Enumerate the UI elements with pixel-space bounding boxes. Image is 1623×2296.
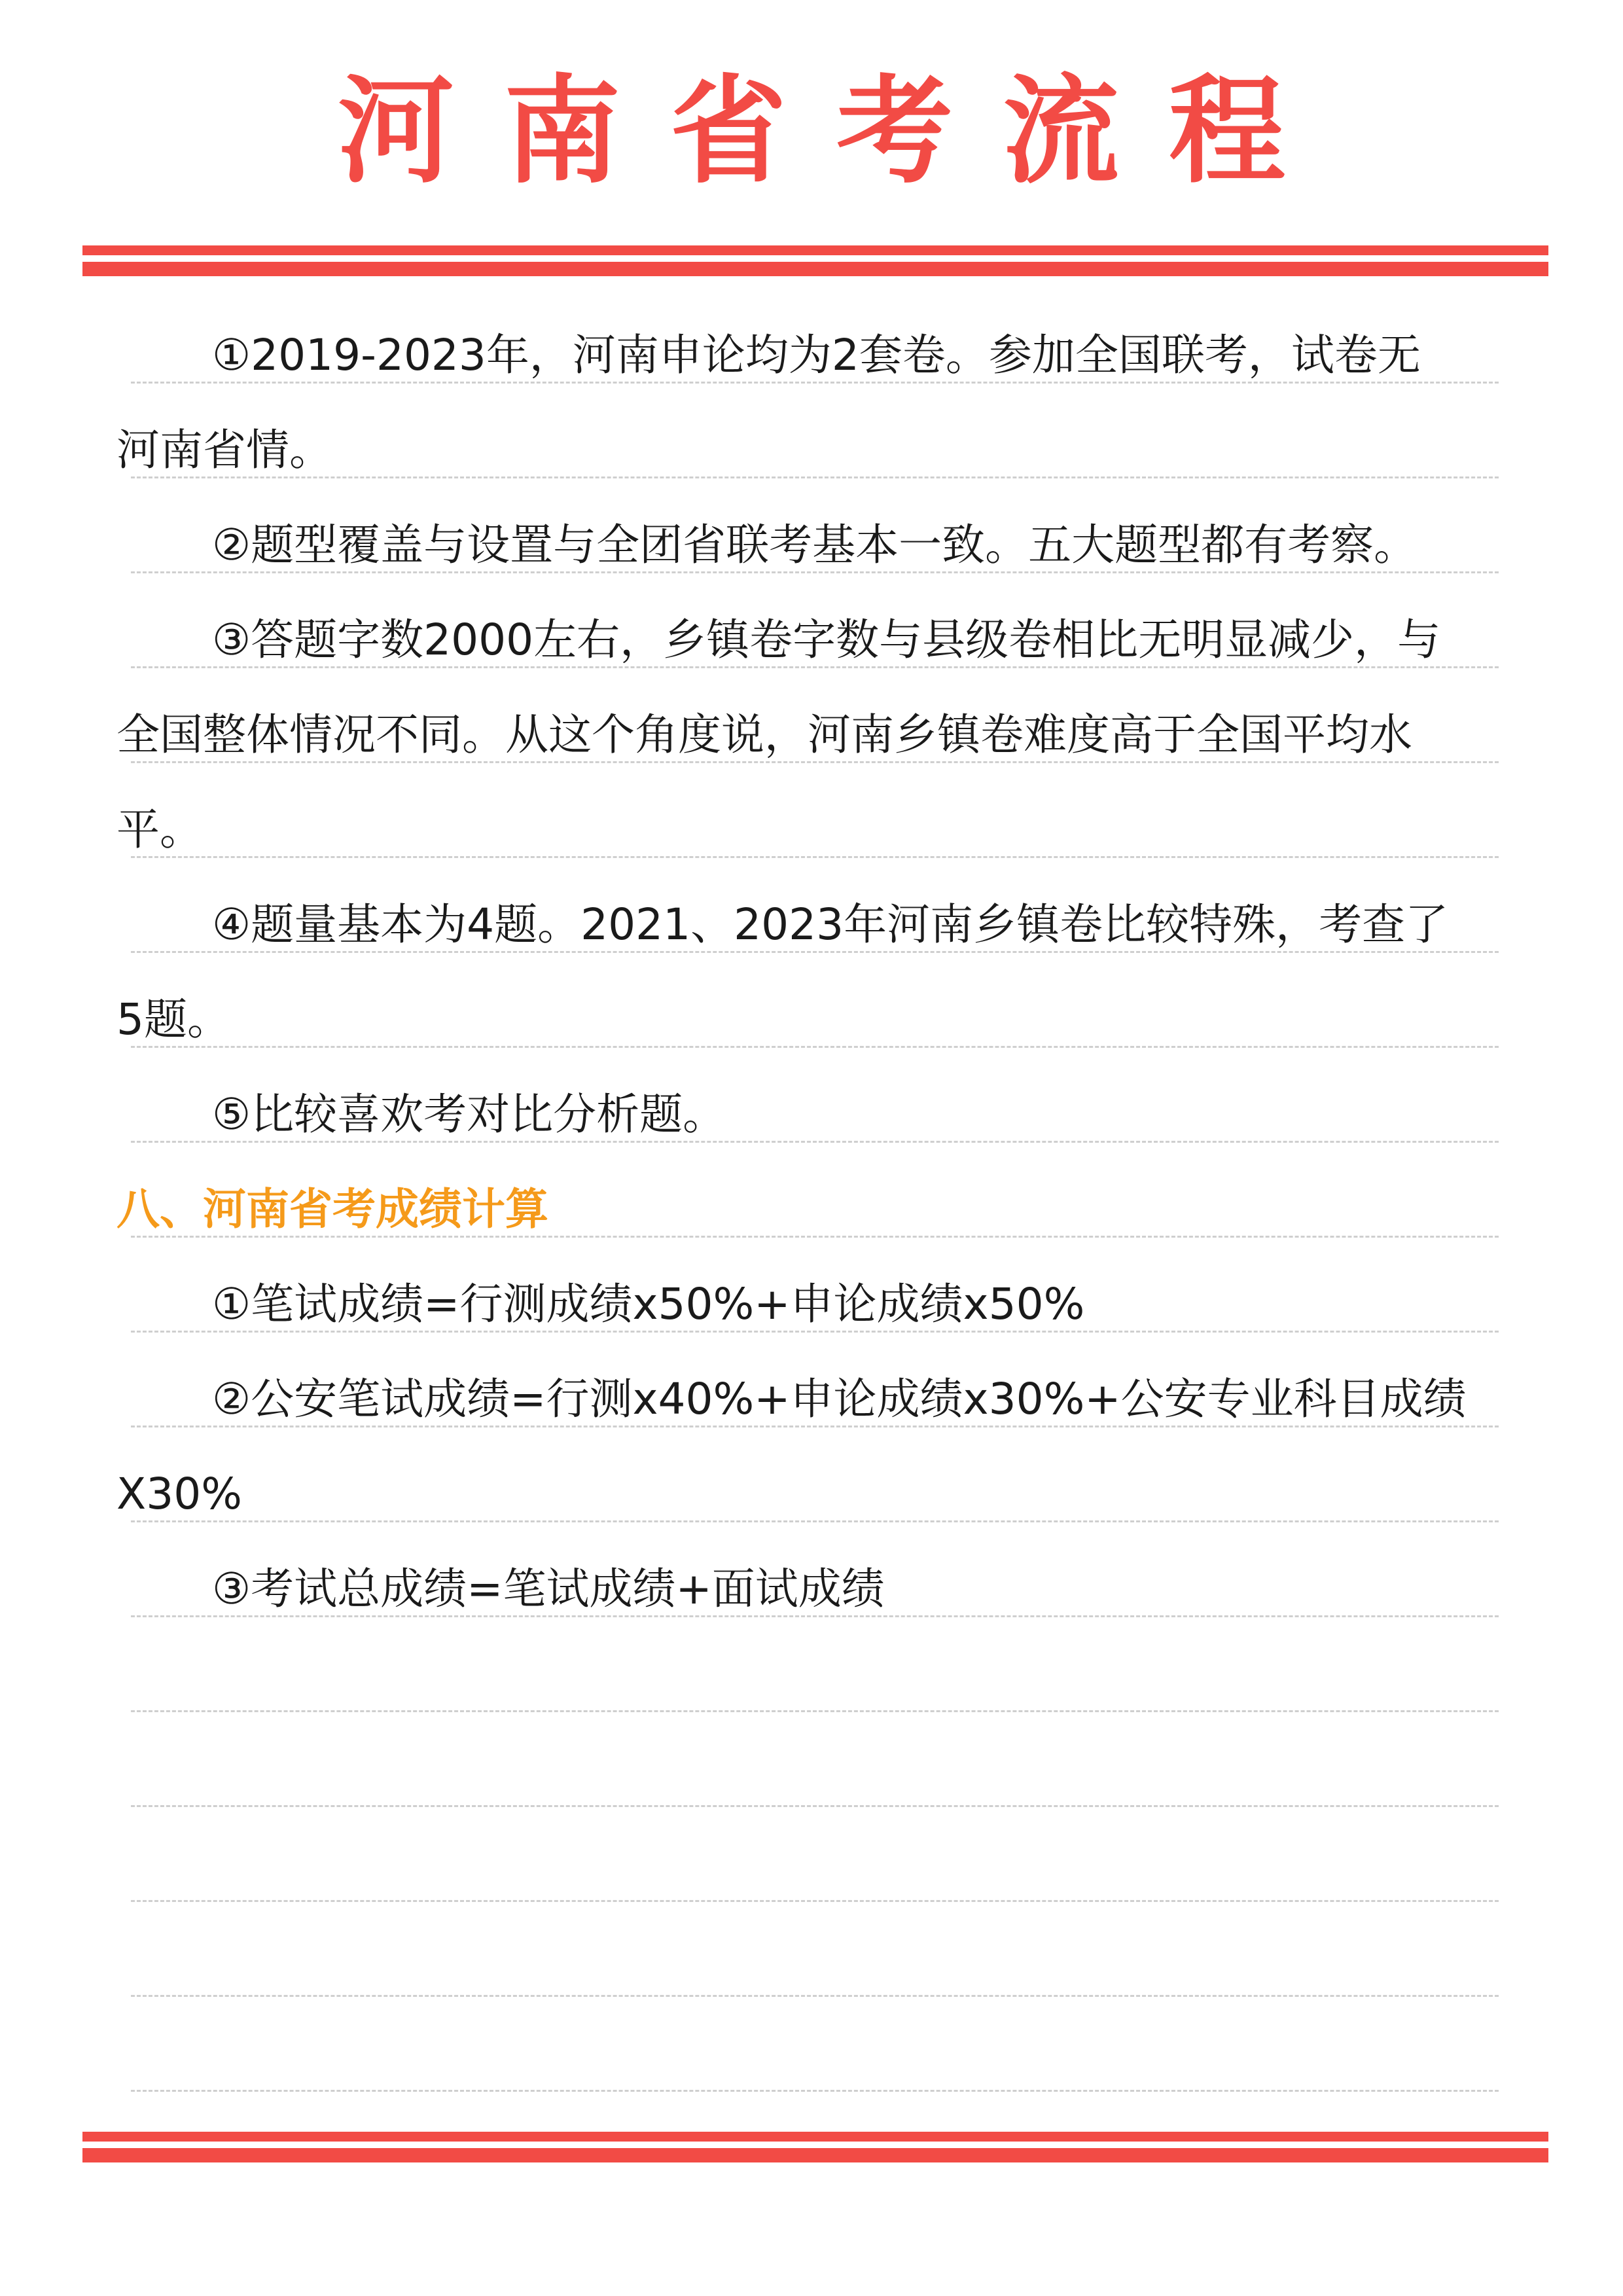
text-line: ③考试总成绩=笔试成绩+面试成绩 <box>212 1564 885 1614</box>
text-line: 5题。 <box>116 994 230 1045</box>
title-char: 南 <box>504 62 620 199</box>
title-char: 考 <box>836 62 953 199</box>
text-line: ③答题字数2000左右，乡镇卷字数与县级卷相比无明显减少，与 <box>212 615 1441 665</box>
section-heading: 八、河南省考成绩计算 <box>116 1184 548 1234</box>
text-line: 河南省情。 <box>116 425 332 475</box>
text-line: 平。 <box>116 804 203 855</box>
text-line: X30% <box>116 1469 242 1519</box>
text-line: 全国整体情况不同。从这个角度说，河南乡镇卷难度高于全国平均水 <box>116 709 1412 760</box>
text-line: ⑤比较喜欢考对比分析题。 <box>212 1089 726 1139</box>
title-char: 省 <box>670 62 787 199</box>
ruled-line <box>131 1805 1499 1807</box>
title-char: 流 <box>1003 62 1119 199</box>
document-body <box>116 319 1521 1648</box>
ruled-line <box>131 1995 1499 1997</box>
ruled-line <box>131 1900 1499 1902</box>
bottom-divider-thick <box>82 2148 1548 2162</box>
title-char: 程 <box>1169 62 1285 199</box>
text-line: ④题量基本为4题。2021、2023年河南乡镇卷比较特殊，考查了 <box>212 899 1449 950</box>
text-line: ②题型覆盖与设置与全团省联考基本一致。五大题型都有考察。 <box>212 520 1418 570</box>
text-line: ②公安笔试成绩=行测x40%+申论成绩x30%+公安专业科目成绩 <box>212 1374 1467 1424</box>
text-line: ①2019-2023年，河南申论均为2套卷。参加全国联考，试卷无 <box>212 330 1421 380</box>
bottom-divider-thin <box>82 2132 1548 2142</box>
ruled-line <box>131 2090 1499 2092</box>
text-line: ①笔试成绩=行测成绩x50%+申论成绩x50% <box>212 1279 1085 1329</box>
ruled-line <box>131 1710 1499 1712</box>
title-char: 河 <box>338 62 454 199</box>
